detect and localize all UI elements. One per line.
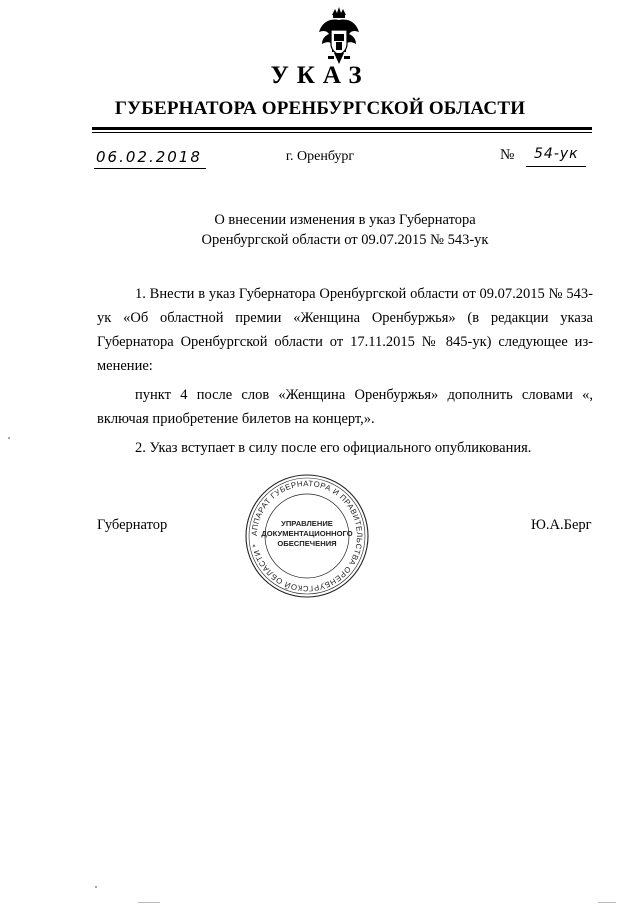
paragraph-1-line-2: № 543-ук «Об областной премии «Женщина Оренбуржья» (в редакции указа xyxy=(97,286,593,326)
document-subtitle: ГУБЕРНАТОРА ОРЕНБУРГСКОЙ ОБЛАСТИ xyxy=(114,98,526,119)
paragraph-2 xyxy=(97,383,593,431)
paragraph-1-line-1: 1. Внести в указ Губернатора Оренбургской области от 09.07.2015 xyxy=(135,286,545,302)
heading-line-1: О внесении изменения в указ Губернатора xyxy=(214,212,476,228)
signatory-position: Губернатор xyxy=(97,517,168,533)
document-title: УКАЗ xyxy=(270,62,370,89)
paragraph-2-line-2: «, включая приобретение билетов на концерт,». xyxy=(97,387,594,427)
paragraph-1-line-4: менение: xyxy=(97,358,153,374)
decree-date: 06.02.2018 xyxy=(96,148,202,166)
scan-mark xyxy=(598,902,616,903)
paragraph-1 xyxy=(97,282,593,378)
decree-city: г. Оренбург xyxy=(285,149,355,164)
seal-center-line-2: ДОКУМЕНТАЦИОННОГО xyxy=(261,529,353,538)
decree-number-value: 54-ук xyxy=(534,146,579,162)
decree-number-label: № xyxy=(500,147,515,163)
date-underline xyxy=(94,168,206,169)
signatory-name: Ю.А.Берг xyxy=(531,517,592,533)
scan-speck xyxy=(95,886,97,888)
scan-speck xyxy=(8,437,10,439)
seal-center-line-1: УПРАВЛЕНИЕ xyxy=(281,519,333,528)
paragraph-2-line-1: пункт 4 после слов «Женщина Оренбуржья» дополнить словами xyxy=(135,387,573,403)
official-seal xyxy=(243,472,371,600)
heading-line-2: Оренбургской области от 09.07.2015 № 543-ук xyxy=(201,232,489,248)
paragraph-1-line-3: Губернатора Оренбургской области от 17.11.2015 № 845-ук) следующее из- xyxy=(97,334,593,350)
seal-ring-text: АППАРАТ ГУБЕРНАТОРА И ПРАВИТЕЛЬСТВА ОРЕНБУРГСКОЙ ОБЛАСТИ * xyxy=(249,478,365,594)
header-divider-thin xyxy=(92,132,592,133)
seal-center-line-3: ОБЕСПЕЧЕНИЯ xyxy=(277,539,337,548)
number-underline xyxy=(526,166,586,167)
coat-of-arms-icon xyxy=(316,6,362,68)
scan-mark xyxy=(138,902,160,903)
decree-heading xyxy=(0,210,640,250)
header-divider-thick xyxy=(92,127,592,130)
paragraph-3: 2. Указ вступает в силу после его официального опубликования. xyxy=(135,440,532,456)
